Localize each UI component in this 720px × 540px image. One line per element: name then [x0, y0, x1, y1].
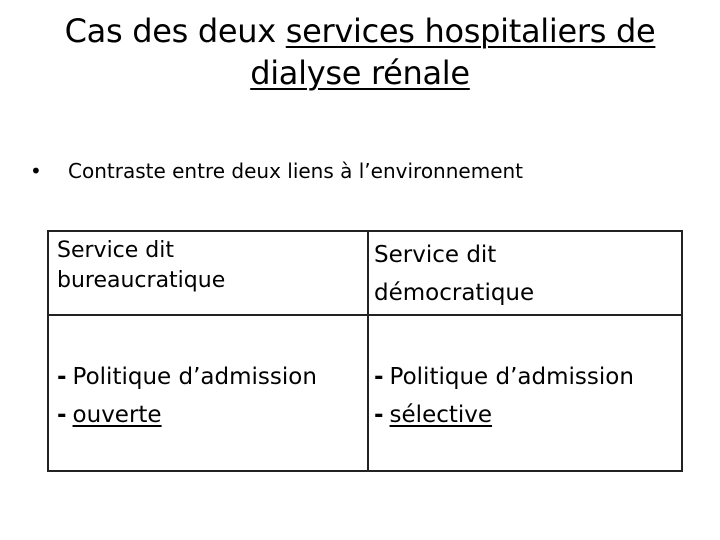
left-item-1	[57, 358, 362, 396]
body-cell-right	[374, 358, 679, 434]
header-left-line2: bureaucratique	[57, 268, 226, 293]
bullet-icon: •	[30, 159, 42, 183]
dash-marker: -	[374, 402, 384, 428]
header-right-line2: démocratique	[374, 280, 535, 306]
left-item-1-text: Politique d’admission	[72, 364, 317, 390]
right-item-1	[374, 358, 679, 396]
title-text-start: Cas des deux	[64, 12, 286, 50]
bullet-point	[30, 156, 523, 186]
left-item-2	[57, 396, 362, 434]
comparison-table	[47, 230, 683, 472]
right-item-2	[374, 396, 679, 434]
header-cell-democratique	[374, 236, 679, 312]
title-underlined-text: services hospitaliers de	[285, 12, 656, 50]
title-underlined-text-line2: dialyse rénale	[250, 54, 470, 92]
header-cell-bureaucratique	[57, 236, 357, 296]
header-right-line1: Service dit	[374, 242, 497, 268]
table-vertical-divider	[367, 232, 369, 470]
right-item-1-text: Politique d’admission	[389, 364, 634, 390]
dash-marker: -	[57, 364, 67, 390]
dash-marker: -	[57, 402, 67, 428]
slide-title	[40, 10, 680, 94]
left-item-2-text: ouverte	[72, 402, 162, 428]
dash-marker: -	[374, 364, 384, 390]
body-cell-left	[57, 358, 362, 434]
table-horizontal-divider	[49, 314, 681, 316]
bullet-text: Contraste entre deux liens à l’environnement	[68, 159, 524, 183]
right-item-2-text: sélective	[389, 402, 493, 428]
header-left-line1: Service dit	[57, 238, 175, 263]
